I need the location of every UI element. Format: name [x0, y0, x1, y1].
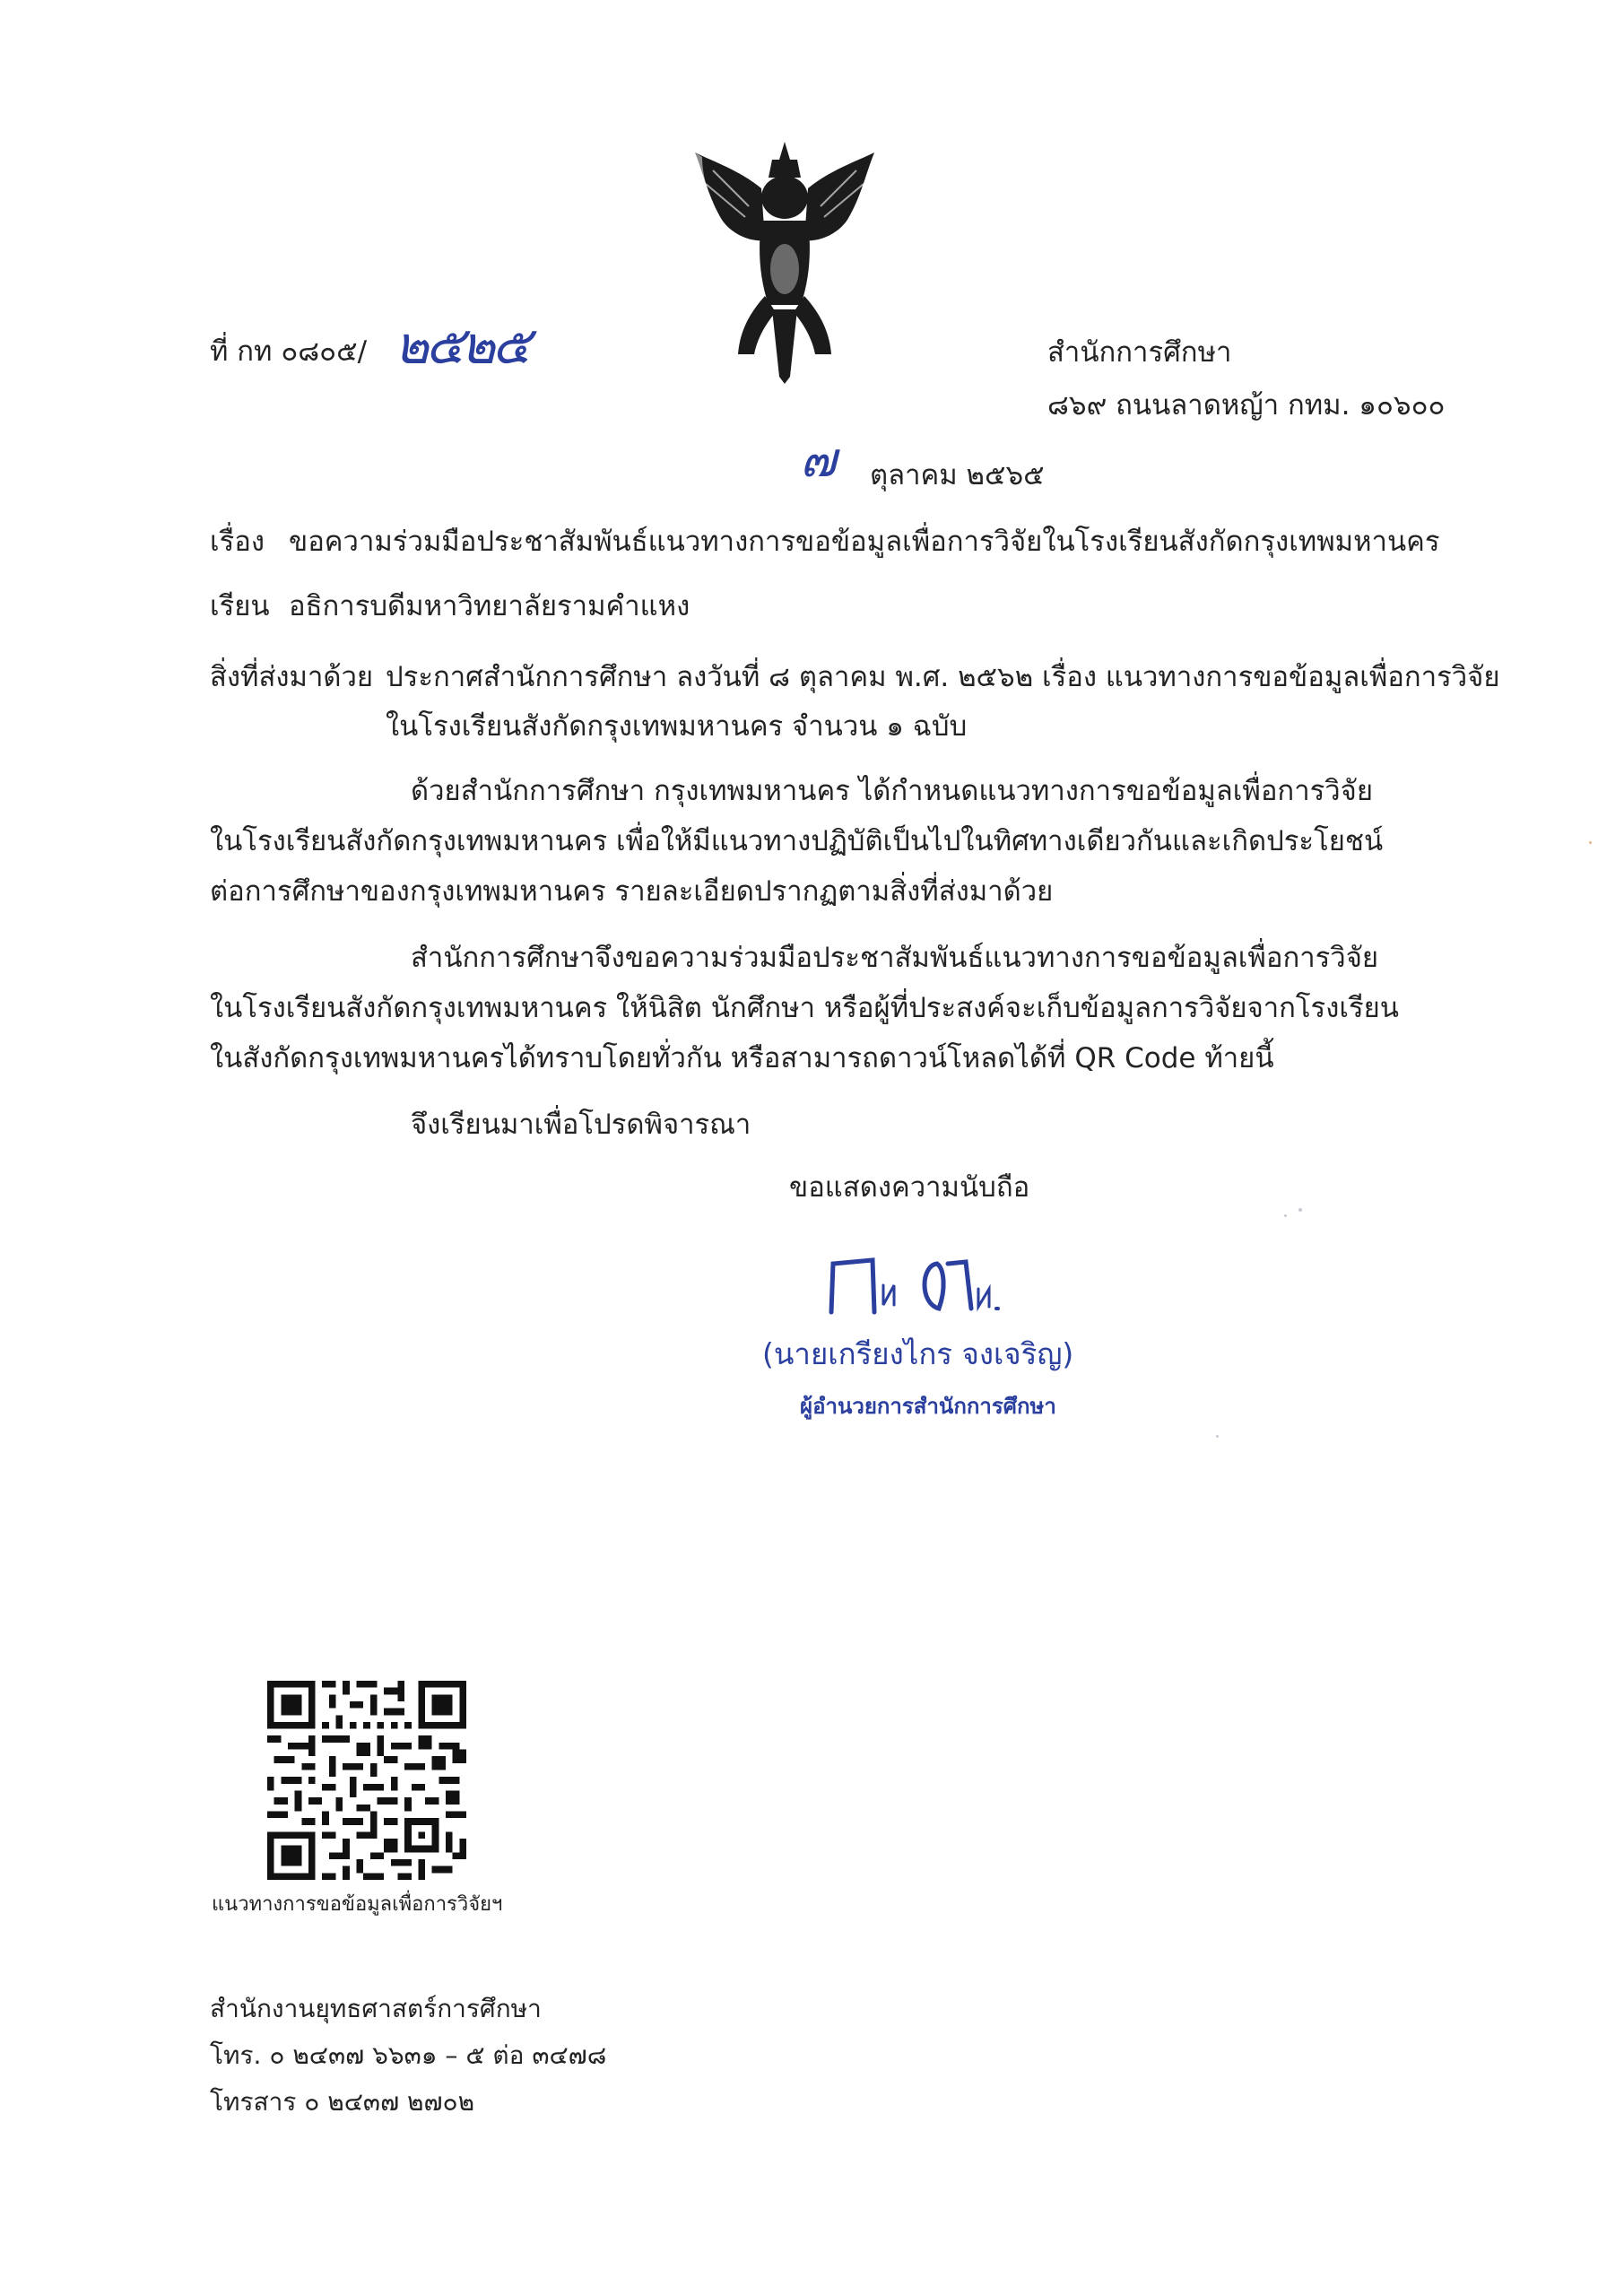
paragraph2-line3: ในสังกัดกรุงเทพมหานครได้ทราบโดยทั่วกัน หรือสามารถดาวน์โหลดได้ที่ QR Code ท้ายนี้ — [210, 1042, 1274, 1074]
footer-unit: สำนักงานยุทธศาสตร์การศึกษา — [210, 1994, 542, 2023]
paragraph1-line1: ด้วยสำนักการศึกษา กรุงเทพมหานคร ได้กำหนดแนวทางการขอข้อมูลเพื่อการวิจัย — [411, 775, 1373, 807]
garuda-emblem-icon — [686, 135, 883, 386]
qr-caption: แนวทางการขอข้อมูลเพื่อการวิจัยฯ — [212, 1893, 503, 1916]
enclosure-line2: ในโรงเรียนสังกัดกรุงเทพมหานคร จำนวน ๑ ฉบับ — [386, 710, 968, 743]
closing-salutation: ขอแสดงความนับถือ — [789, 1171, 1030, 1204]
scan-speck — [1589, 841, 1592, 844]
qr-code[interactable] — [267, 1681, 466, 1880]
enclosure-label: สิ่งที่ส่งมาด้วย — [210, 661, 374, 693]
reference-number-prefix: ที่ กท ๐๘๐๕/ — [210, 335, 368, 368]
handwritten-reference-number: ๒๕๒๕ — [395, 315, 528, 376]
signer-name: (นายเกรียงไกร จงเจริญ) — [762, 1336, 1074, 1371]
recipient-label: เรียน — [210, 590, 270, 622]
paragraph2-line2: ในโรงเรียนสังกัดกรุงเทพมหานคร ให้นิสิต นักศึกษา หรือผู้ที่ประสงค์จะเก็บข้อมูลการวิจัยจากโรงเรียน — [210, 992, 1399, 1024]
scan-speck — [1298, 1208, 1302, 1212]
handwritten-day: ๗ — [800, 431, 837, 488]
enclosure-line1: ประกาศสำนักการศึกษา ลงวันที่ ๘ ตุลาคม พ.ศ. ๒๕๖๒ เรื่อง แนวทางการขอข้อมูลเพื่อการวิจัย — [386, 661, 1500, 693]
sender-office: สำนักการศึกษา — [1047, 336, 1232, 369]
paragraph1-line2: ในโรงเรียนสังกัดกรุงเทพมหานคร เพื่อให้มีแนวทางปฏิบัติเป็นไปในทิศทางเดียวกันและเกิดประโยชน์ — [210, 825, 1384, 857]
closing-request: จึงเรียนมาเพื่อโปรดพิจารณา — [411, 1109, 751, 1141]
paragraph2-line1: สำนักการศึกษาจึงขอความร่วมมือประชาสัมพันธ์แนวทางการขอข้อมูลเพื่อการวิจัย — [411, 942, 1379, 974]
subject-text: ขอความร่วมมือประชาสัมพันธ์แนวทางการขอข้อมูลเพื่อการวิจัยในโรงเรียนสังกัดกรุงเทพมหานคร — [289, 526, 1440, 558]
scan-speck — [1216, 1435, 1219, 1438]
subject-label: เรื่อง — [210, 526, 265, 558]
paragraph1-line3: ต่อการศึกษาของกรุงเทพมหานคร รายละเอียดปรากฏตามสิ่งที่ส่งมาด้วย — [210, 875, 1054, 908]
scan-speck — [1284, 1214, 1287, 1217]
footer-phone: โทร. ๐ ๒๔๓๗ ๖๖๓๑ – ๕ ต่อ ๓๔๗๘ — [210, 2040, 607, 2070]
footer-fax: โทรสาร ๐ ๒๔๓๗ ๒๗๐๒ — [210, 2087, 475, 2117]
sender-address: ๘๖๙ ถนนลาดหญ้า กทม. ๑๐๖๐๐ — [1047, 389, 1446, 422]
date-month-year: ตุลาคม ๒๕๖๕ — [870, 459, 1045, 491]
recipient-text: อธิการบดีมหาวิทยาลัยรามคำแหง — [289, 590, 690, 622]
signer-position: ผู้อำนวยการสำนักการศึกษา — [800, 1394, 1056, 1419]
handwritten-signature — [821, 1249, 1054, 1321]
